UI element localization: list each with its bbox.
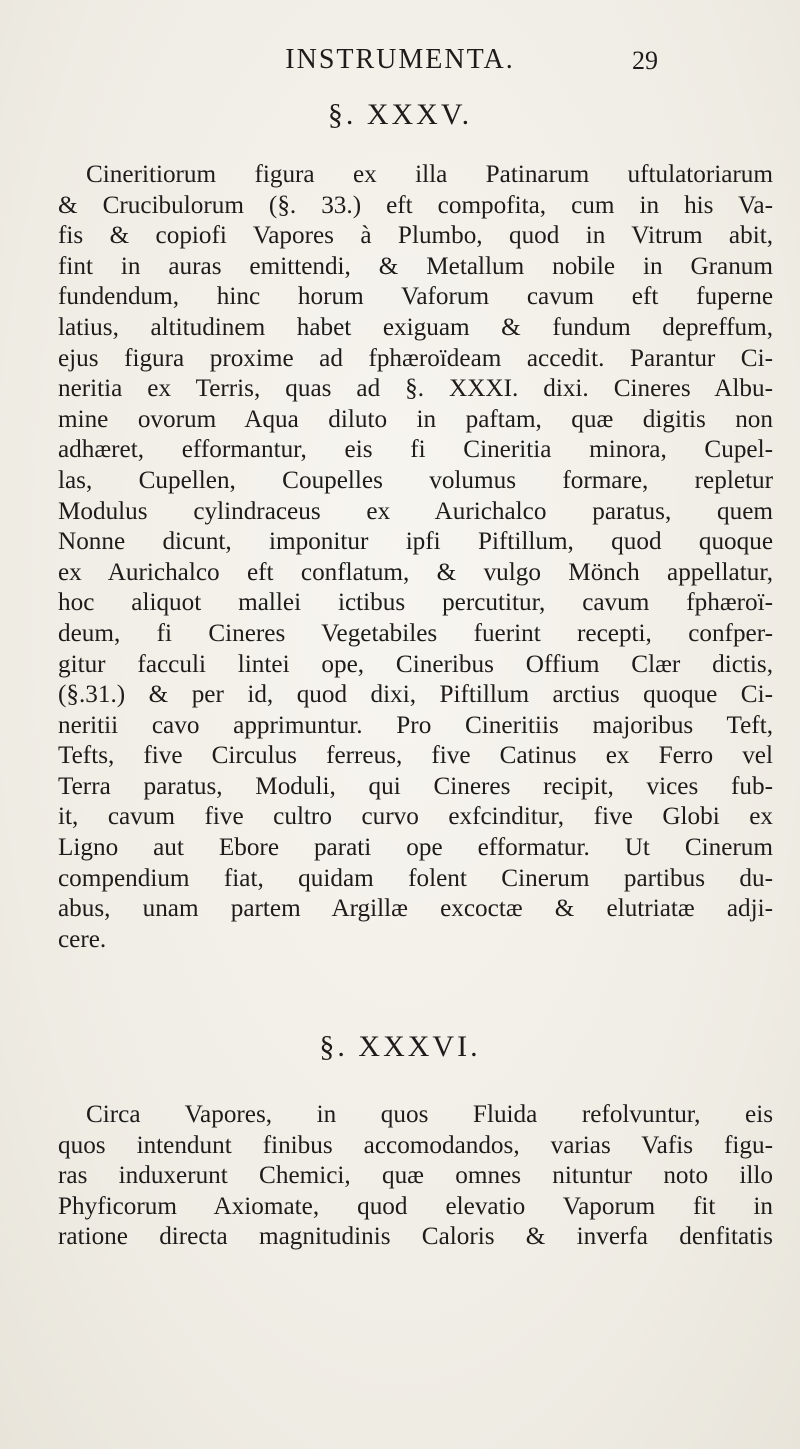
text-line: cere. [58,925,107,953]
text-line: mine ovorum Aqua diluto in paftam, quæ digitis non [58,405,773,433]
text-line: abus, unam partem Argillæ excoctæ & elutriatæ adji- [58,895,773,923]
text-line: & Crucibulorum (§. 33.) eft compofita, cum in his Va- [58,191,773,219]
section-36-paragraph [58,1100,773,1253]
text-line: Ligno aut Ebore parati ope efformatur. Ut Cinerum [58,834,773,862]
text-line: (§.31.) & per id, quod dixi, Piftillum arctius quoque Ci- [58,681,773,709]
section-heading-35: §. XXXV. [327,98,473,131]
running-title: INSTRUMENTA. [285,44,515,75]
text-line: Modulus cylindraceus ex Aurichalco paratus, quem [58,497,773,525]
text-line: latius, altitudinem habet exiguam & fundum depreffum, [58,313,773,341]
text-line: compendium fiat, quidam folent Cinerum partibus du- [58,864,773,892]
text-line: quos intendunt finibus accomodandos, varias Vafis figu- [58,1131,773,1159]
text-line: ex Aurichalco eft conflatum, & vulgo Mönch appellatur, [58,558,773,586]
text-line: Phyficorum Axiomate, quod elevatio Vaporum fit in [58,1192,773,1220]
text-line: Cineritiorum figura ex illa Patinarum uftulatoriarum [86,161,773,188]
section-35-paragraph [58,160,773,955]
text-line: adhæret, efformantur, eis fi Cineritia minora, Cupel- [58,436,773,464]
text-line: ratione directa magnitudinis Caloris & inverfa denfitatis [58,1223,773,1251]
text-line: las, Cupellen, Coupelles volumus formare, repletur [58,466,773,494]
text-line: fundendum, hinc horum Vaforum cavum eft fuperne [58,283,773,311]
text-line: neritii cavo apprimuntur. Pro Cineritiis majoribus Teft, [58,711,773,739]
text-line: Tefts, five Circulus ferreus, five Catinus ex Ferro vel [58,742,773,770]
page-number: 29 [632,46,658,75]
text-line: gitur facculi lintei ope, Cineribus Offium Clær dictis, [58,650,773,678]
text-line: fis & copiofi Vapores à Plumbo, quod in Vitrum abit, [58,222,773,250]
text-line: ras induxerunt Chemici, quæ omnes nituntur noto illo [58,1162,773,1190]
text-line: deum, fi Cineres Vegetabiles fuerint recepti, confper- [58,619,773,647]
text-line: Nonne dicunt, imponitur ipfi Piftillum, quod quoque [58,528,773,556]
text-line: ejus figura proxime ad fphæroïdeam accedit. Parantur Ci- [58,344,773,372]
text-line: Circa Vapores, in quos Fluida refolvuntur, eis [86,1101,773,1128]
running-head [0,44,800,84]
text-line: hoc aliquot mallei ictibus percutitur, cavum fphæroï- [58,589,773,617]
text-line: neritia ex Terris, quas ad §. XXXI. dixi. Cineres Albu- [58,375,773,403]
text-line: Terra paratus, Moduli, qui Cineres recipit, vices fub- [58,772,773,800]
text-line: it, cavum five cultro curvo exfcinditur, five Globi ex [58,803,773,831]
section-heading-36: §. XXXVI. [319,1030,481,1063]
text-line: fint in auras emittendi, & Metallum nobile in Granum [58,252,773,280]
